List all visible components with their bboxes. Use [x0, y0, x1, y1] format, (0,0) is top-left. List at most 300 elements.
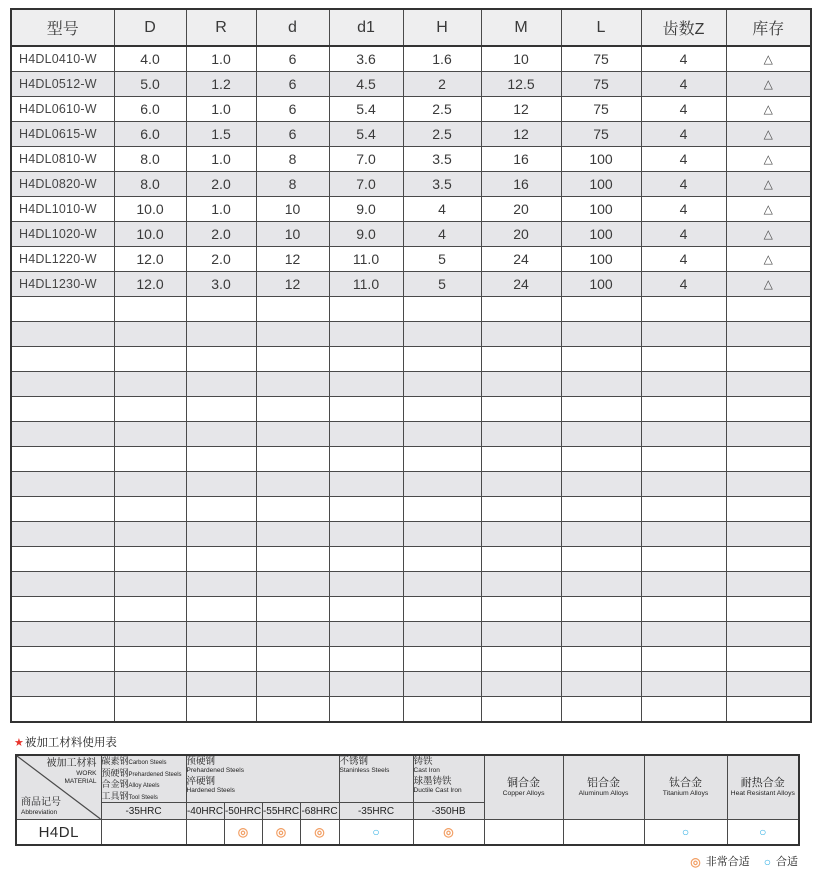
spec-row: [11, 46, 811, 72]
stainless-en: Staninless Steels: [339, 767, 390, 775]
spec-column-header: d: [256, 9, 329, 46]
empty-cell: [329, 697, 403, 723]
empty-cell: [481, 497, 561, 522]
empty-cell: [561, 497, 641, 522]
spec-column-header: M: [481, 9, 561, 46]
copper-cn: 铜合金: [507, 776, 541, 789]
empty-cell: [114, 572, 186, 597]
value-cell: 4: [641, 147, 726, 172]
empty-cell: [329, 397, 403, 422]
carbon-en-1: Prehardened Steels: [128, 771, 182, 778]
empty-cell: [329, 622, 403, 647]
empty-cell: [726, 697, 811, 723]
value-cell: 9.0: [329, 197, 403, 222]
value-cell: 100: [561, 147, 641, 172]
value-cell: 7.0: [329, 172, 403, 197]
carbon-en-2: Alloy Ateels: [128, 783, 160, 789]
model-cell: H4DL0820-W: [11, 172, 114, 197]
spec-empty-row: [11, 422, 811, 447]
empty-cell: [726, 522, 811, 547]
spec-row: [11, 97, 811, 122]
corner-cell: [16, 755, 101, 820]
corner-bottom-en: Abbreviation: [21, 809, 58, 817]
mark-titanium: ○: [644, 820, 727, 846]
empty-cell: [726, 572, 811, 597]
good-label: 合适: [776, 856, 798, 868]
empty-cell: [329, 422, 403, 447]
empty-cell: [481, 697, 561, 723]
empty-cell: [403, 447, 481, 472]
carbon-cn-2: 合金钢: [101, 779, 129, 789]
empty-cell: [726, 647, 811, 672]
empty-cell: [114, 597, 186, 622]
spec-empty-row: [11, 672, 811, 697]
header-heat-resistant-alloys: [727, 755, 799, 820]
value-cell: 100: [561, 197, 641, 222]
model-cell: H4DL0410-W: [11, 46, 114, 72]
value-cell: 4: [641, 97, 726, 122]
empty-cell: [481, 397, 561, 422]
empty-cell: [256, 522, 329, 547]
empty-cell: [403, 597, 481, 622]
empty-cell: [641, 322, 726, 347]
empty-cell: [641, 397, 726, 422]
sub-68hrc: -68HRC: [300, 803, 339, 820]
empty-cell: [726, 447, 811, 472]
value-cell: 12: [481, 122, 561, 147]
value-cell: 1.0: [186, 46, 256, 72]
prehardened-cn1: 预硬钢: [186, 756, 216, 767]
empty-cell: [186, 697, 256, 723]
spec-row: [11, 172, 811, 197]
value-cell: 12.0: [114, 272, 186, 297]
empty-cell: [186, 547, 256, 572]
empty-cell: [403, 522, 481, 547]
empty-cell: [403, 572, 481, 597]
value-cell: 4: [641, 222, 726, 247]
stock-cell: △: [726, 97, 811, 122]
value-cell: 3.6: [329, 46, 403, 72]
empty-cell: [481, 372, 561, 397]
value-cell: 24: [481, 247, 561, 272]
model-cell: H4DL1230-W: [11, 272, 114, 297]
value-cell: 4: [641, 72, 726, 97]
empty-cell: [403, 622, 481, 647]
empty-cell: [256, 672, 329, 697]
value-cell: 6.0: [114, 97, 186, 122]
empty-cell: [114, 522, 186, 547]
value-cell: 12: [481, 97, 561, 122]
stock-cell: △: [726, 72, 811, 97]
material-header-row: [16, 755, 799, 803]
empty-cell: [256, 547, 329, 572]
stock-cell: △: [726, 272, 811, 297]
header-aluminum-alloys: [563, 755, 644, 820]
empty-cell: [11, 447, 114, 472]
value-cell: 2: [403, 72, 481, 97]
corner-work-material: [47, 758, 97, 786]
spec-row: [11, 272, 811, 297]
empty-cell: [641, 472, 726, 497]
value-cell: 4: [403, 197, 481, 222]
value-cell: 4: [641, 172, 726, 197]
empty-cell: [641, 547, 726, 572]
empty-cell: [641, 297, 726, 322]
empty-cell: [329, 497, 403, 522]
empty-cell: [641, 447, 726, 472]
value-cell: 20: [481, 197, 561, 222]
value-cell: 100: [561, 222, 641, 247]
empty-cell: [11, 572, 114, 597]
empty-cell: [726, 547, 811, 572]
empty-cell: [114, 472, 186, 497]
value-cell: 4: [403, 222, 481, 247]
empty-cell: [726, 497, 811, 522]
corner-abbreviation: [21, 797, 61, 817]
spec-column-header: L: [561, 9, 641, 46]
empty-cell: [726, 397, 811, 422]
empty-cell: [11, 622, 114, 647]
product-code: H4DL: [16, 820, 101, 846]
spec-row: [11, 72, 811, 97]
value-cell: 7.0: [329, 147, 403, 172]
value-cell: 100: [561, 172, 641, 197]
titanium-en: Titanium Alloys: [662, 790, 709, 798]
empty-cell: [11, 472, 114, 497]
value-cell: 6: [256, 72, 329, 97]
value-cell: 1.5: [186, 122, 256, 147]
sub-40hrc: -40HRC: [186, 803, 224, 820]
empty-cell: [256, 372, 329, 397]
value-cell: 2.0: [186, 222, 256, 247]
model-cell: H4DL1020-W: [11, 222, 114, 247]
mark-55hrc: ◎: [262, 820, 300, 846]
empty-cell: [561, 372, 641, 397]
spec-empty-row: [11, 497, 811, 522]
empty-cell: [481, 522, 561, 547]
spec-empty-row: [11, 297, 811, 322]
value-cell: 16: [481, 147, 561, 172]
value-cell: 75: [561, 122, 641, 147]
empty-cell: [561, 697, 641, 723]
carbon-cn-3: 工具钢: [101, 790, 129, 801]
value-cell: 11.0: [329, 247, 403, 272]
aluminum-cn: 铝合金: [587, 776, 621, 789]
value-cell: 5.0: [114, 72, 186, 97]
empty-cell: [11, 647, 114, 672]
mark-castiron: ◎: [413, 820, 484, 846]
stock-cell: △: [726, 172, 811, 197]
catalog-page: [0, 8, 819, 869]
empty-cell: [11, 297, 114, 322]
sub-castiron-hb: -350HB: [413, 803, 484, 820]
empty-cell: [561, 472, 641, 497]
value-cell: 4: [641, 272, 726, 297]
carbon-cn-1: 预硬钢: [101, 767, 129, 778]
value-cell: 8.0: [114, 172, 186, 197]
empty-cell: [114, 497, 186, 522]
empty-cell: [561, 672, 641, 697]
empty-cell: [256, 497, 329, 522]
empty-cell: [11, 547, 114, 572]
mark-carbon: [101, 820, 186, 846]
value-cell: 1.2: [186, 72, 256, 97]
excellent-label: 非常合适: [705, 856, 750, 868]
empty-cell: [481, 297, 561, 322]
corner-bottom-cn: 商品记号: [21, 797, 61, 809]
value-cell: 2.0: [186, 172, 256, 197]
empty-cell: [403, 322, 481, 347]
material-section-title: [14, 734, 819, 750]
spec-column-header: 型号: [11, 9, 114, 46]
empty-cell: [329, 522, 403, 547]
heat-cn: 耐热合金: [740, 776, 785, 789]
mark-copper: [484, 820, 563, 846]
value-cell: 10: [256, 197, 329, 222]
sub-55hrc: -55HRC: [262, 803, 300, 820]
sub-stainless-hrc: -35HRC: [339, 803, 413, 820]
spec-row: [11, 222, 811, 247]
value-cell: 4: [641, 197, 726, 222]
empty-cell: [186, 647, 256, 672]
value-cell: 4: [641, 122, 726, 147]
empty-cell: [561, 622, 641, 647]
stock-cell: △: [726, 197, 811, 222]
empty-cell: [114, 347, 186, 372]
value-cell: 4.0: [114, 46, 186, 72]
header-prehardened-steels: [186, 755, 339, 803]
spec-empty-row: [11, 347, 811, 372]
model-cell: H4DL0610-W: [11, 97, 114, 122]
empty-cell: [329, 297, 403, 322]
empty-cell: [11, 322, 114, 347]
empty-cell: [256, 347, 329, 372]
value-cell: 75: [561, 46, 641, 72]
empty-cell: [403, 372, 481, 397]
empty-cell: [481, 597, 561, 622]
material-table: [15, 754, 800, 846]
suitability-row: [16, 820, 799, 846]
value-cell: 1.0: [186, 197, 256, 222]
empty-cell: [561, 297, 641, 322]
carbon-en-0: Carbon Steels: [128, 760, 167, 766]
empty-cell: [481, 572, 561, 597]
empty-cell: [256, 422, 329, 447]
value-cell: 5.4: [329, 122, 403, 147]
value-cell: 24: [481, 272, 561, 297]
empty-cell: [256, 322, 329, 347]
empty-cell: [329, 572, 403, 597]
empty-cell: [641, 372, 726, 397]
excellent-mark-icon: ◎: [690, 855, 701, 869]
empty-cell: [256, 647, 329, 672]
empty-cell: [186, 297, 256, 322]
empty-cell: [11, 522, 114, 547]
spec-column-header: d1: [329, 9, 403, 46]
empty-cell: [186, 397, 256, 422]
value-cell: 3.0: [186, 272, 256, 297]
empty-cell: [641, 697, 726, 723]
prehardened-en1: Prehardened Steels: [186, 767, 244, 775]
header-titanium-alloys: [644, 755, 727, 820]
value-cell: 5.4: [329, 97, 403, 122]
spec-empty-row: [11, 547, 811, 572]
empty-cell: [561, 647, 641, 672]
empty-cell: [481, 672, 561, 697]
stock-cell: △: [726, 147, 811, 172]
value-cell: 6: [256, 97, 329, 122]
spec-empty-row: [11, 372, 811, 397]
empty-cell: [256, 597, 329, 622]
empty-cell: [329, 372, 403, 397]
empty-cell: [11, 497, 114, 522]
material-section-title-text: 被加工材料使用表: [24, 737, 117, 749]
empty-cell: [186, 322, 256, 347]
empty-cell: [186, 572, 256, 597]
header-stainless-steels: [339, 755, 413, 803]
empty-cell: [329, 472, 403, 497]
empty-cell: [561, 547, 641, 572]
sub-carbon-hrc: -35HRC: [101, 803, 186, 820]
star-icon: ★: [14, 737, 24, 749]
heat-en: Heat Resistant Alloys: [730, 790, 795, 798]
empty-cell: [114, 672, 186, 697]
value-cell: 4: [641, 247, 726, 272]
value-cell: 16: [481, 172, 561, 197]
empty-cell: [481, 647, 561, 672]
empty-cell: [256, 697, 329, 723]
model-cell: H4DL1010-W: [11, 197, 114, 222]
value-cell: 3.5: [403, 147, 481, 172]
value-cell: 100: [561, 247, 641, 272]
titanium-cn: 钛合金: [669, 776, 703, 789]
value-cell: 5: [403, 247, 481, 272]
empty-cell: [329, 597, 403, 622]
good-mark-icon: ○: [763, 855, 771, 869]
prehardened-cn2: 淬硬钢: [186, 775, 216, 787]
stock-cell: △: [726, 46, 811, 72]
spec-empty-row: [11, 472, 811, 497]
carbon-cn-0: 碳素钢: [101, 756, 129, 766]
spec-table: [10, 8, 812, 723]
empty-cell: [329, 322, 403, 347]
value-cell: 1.6: [403, 46, 481, 72]
empty-cell: [726, 472, 811, 497]
spec-column-header: 齿数Z: [641, 9, 726, 46]
value-cell: 10.0: [114, 197, 186, 222]
empty-cell: [561, 422, 641, 447]
value-cell: 9.0: [329, 222, 403, 247]
value-cell: 12.5: [481, 72, 561, 97]
empty-cell: [641, 422, 726, 447]
model-cell: H4DL0615-W: [11, 122, 114, 147]
value-cell: 11.0: [329, 272, 403, 297]
mark-50hrc: ◎: [224, 820, 262, 846]
empty-cell: [403, 547, 481, 572]
corner-en2: MATERIAL: [64, 777, 97, 785]
spec-empty-row: [11, 622, 811, 647]
empty-cell: [481, 622, 561, 647]
header-copper-alloys: [484, 755, 563, 820]
empty-cell: [561, 597, 641, 622]
empty-cell: [726, 372, 811, 397]
value-cell: 8: [256, 147, 329, 172]
spec-empty-row: [11, 572, 811, 597]
model-cell: H4DL0810-W: [11, 147, 114, 172]
spec-empty-row: [11, 322, 811, 347]
empty-cell: [329, 447, 403, 472]
empty-cell: [403, 672, 481, 697]
empty-cell: [403, 472, 481, 497]
castiron-en1: Cast Iron: [413, 767, 440, 775]
empty-cell: [641, 572, 726, 597]
empty-cell: [114, 622, 186, 647]
value-cell: 6.0: [114, 122, 186, 147]
value-cell: 20: [481, 222, 561, 247]
value-cell: 100: [561, 272, 641, 297]
empty-cell: [481, 547, 561, 572]
value-cell: 75: [561, 72, 641, 97]
empty-cell: [726, 597, 811, 622]
empty-cell: [256, 622, 329, 647]
empty-cell: [641, 597, 726, 622]
empty-cell: [114, 297, 186, 322]
spec-row: [11, 247, 811, 272]
empty-cell: [561, 572, 641, 597]
value-cell: 3.5: [403, 172, 481, 197]
empty-cell: [11, 397, 114, 422]
empty-cell: [641, 522, 726, 547]
empty-cell: [481, 347, 561, 372]
castiron-en2: Ductile Cast Iron: [413, 786, 462, 794]
empty-cell: [329, 347, 403, 372]
empty-cell: [11, 672, 114, 697]
mark-heat: ○: [727, 820, 799, 846]
stock-cell: △: [726, 222, 811, 247]
empty-cell: [329, 672, 403, 697]
value-cell: 75: [561, 97, 641, 122]
spec-column-header: R: [186, 9, 256, 46]
empty-cell: [561, 397, 641, 422]
stock-cell: △: [726, 247, 811, 272]
empty-cell: [481, 422, 561, 447]
value-cell: 1.0: [186, 97, 256, 122]
spec-empty-row: [11, 697, 811, 723]
header-carbon-steels: [101, 755, 186, 803]
empty-cell: [329, 547, 403, 572]
empty-cell: [11, 422, 114, 447]
empty-cell: [726, 347, 811, 372]
value-cell: 10: [256, 222, 329, 247]
castiron-cn2: 球墨铸铁: [413, 775, 452, 787]
empty-cell: [329, 647, 403, 672]
mark-40hrc: [186, 820, 224, 846]
value-cell: 1.0: [186, 147, 256, 172]
empty-cell: [726, 622, 811, 647]
empty-cell: [11, 597, 114, 622]
empty-cell: [403, 422, 481, 447]
empty-cell: [641, 347, 726, 372]
mark-stainless: ○: [339, 820, 413, 846]
value-cell: 2.5: [403, 122, 481, 147]
mark-68hrc: ◎: [300, 820, 339, 846]
stainless-cn: 不锈钢: [339, 756, 369, 767]
empty-cell: [403, 497, 481, 522]
value-cell: 2.5: [403, 97, 481, 122]
empty-cell: [186, 422, 256, 447]
empty-cell: [481, 447, 561, 472]
spec-empty-row: [11, 397, 811, 422]
